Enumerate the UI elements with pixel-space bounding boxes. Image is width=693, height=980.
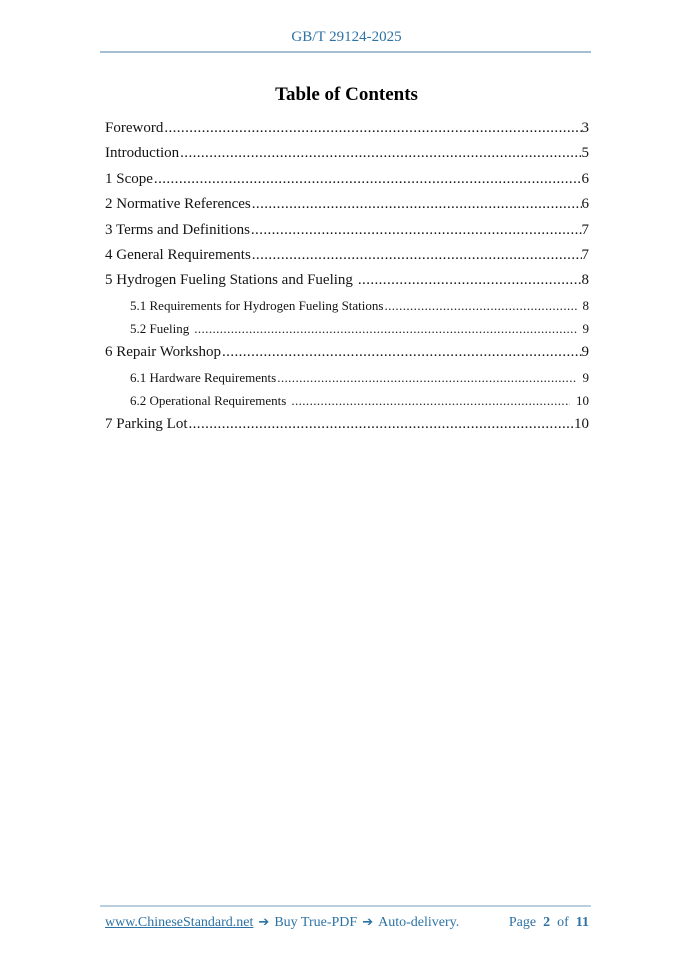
toc-entry[interactable] — [105, 343, 589, 368]
toc-entry[interactable] — [105, 119, 589, 144]
toc-entry[interactable] — [105, 221, 589, 246]
total-page-number: 11 — [575, 915, 589, 930]
toc-entry-label: Introduction — [105, 145, 180, 162]
toc-dot-leader — [189, 320, 576, 337]
of-word: of — [557, 915, 569, 930]
toc-entry-page: 8 — [582, 297, 589, 313]
toc-entry[interactable] — [105, 271, 589, 296]
toc-dot-leader — [250, 221, 582, 240]
toc-entry-page: 9 — [581, 344, 589, 361]
toc-dot-leader — [179, 144, 581, 163]
toc-entry-page: 9 — [582, 320, 589, 336]
toc-entry[interactable] — [105, 392, 589, 415]
toc-entry[interactable] — [105, 320, 589, 343]
table-of-contents — [105, 119, 589, 440]
toc-entry[interactable] — [105, 170, 589, 195]
toc-dot-leader — [251, 195, 582, 214]
toc-entry-label: 6 Repair Workshop — [105, 344, 222, 361]
toc-entry-page: 8 — [581, 272, 589, 289]
footer-step-buy: Buy True-PDF — [274, 915, 358, 930]
toc-entry-label: 5 Hydrogen Fueling Stations and Fueling — [105, 272, 353, 289]
toc-entry-label: 6.1 Hardware Requirements — [130, 369, 277, 385]
header-standard-code: GB/T 29124-2025 — [291, 29, 402, 45]
toc-entry-label: 1 Scope — [105, 170, 153, 187]
current-page-number: 2 — [543, 915, 551, 930]
toc-dot-leader — [188, 415, 575, 434]
toc-entry[interactable] — [105, 415, 589, 440]
footer — [105, 915, 589, 931]
toc-entry-page: 10 — [576, 392, 589, 408]
footer-step-delivery: Auto-delivery. — [378, 915, 460, 930]
toc-dot-leader — [153, 170, 582, 189]
toc-entry-page: 6 — [581, 196, 589, 213]
toc-dot-leader — [251, 246, 582, 265]
toc-entry-page: 5 — [581, 145, 589, 162]
toc-dot-leader — [353, 271, 582, 290]
right-arrow-icon: ➔ — [362, 915, 374, 930]
toc-dot-leader — [383, 297, 576, 314]
toc-entry[interactable] — [105, 297, 589, 320]
header-divider — [100, 51, 591, 53]
page-word: Page — [508, 915, 537, 930]
toc-entry-label: Foreword — [105, 120, 164, 136]
footer-promo-line — [105, 915, 459, 931]
toc-entry-page: 7 — [581, 246, 589, 263]
toc-entry-label: 4 General Requirements — [105, 246, 251, 263]
toc-entry-page: 7 — [581, 221, 589, 238]
toc-entry[interactable] — [105, 246, 589, 271]
toc-entry-page: 3 — [581, 120, 589, 136]
toc-entry[interactable] — [105, 369, 589, 392]
toc-entry-label: 2 Normative References — [105, 196, 251, 213]
footer-divider — [100, 905, 591, 907]
right-arrow-icon: ➔ — [258, 915, 270, 930]
toc-entry[interactable] — [105, 195, 589, 220]
toc-dot-leader — [276, 369, 576, 386]
toc-entry-page: 9 — [582, 369, 589, 385]
toc-dot-leader — [286, 392, 570, 409]
website-link[interactable]: www.ChineseStandard.net — [105, 915, 254, 930]
toc-entry-label: 6.2 Operational Requirements — [130, 392, 287, 408]
toc-entry-label: 5.2 Fueling — [130, 320, 190, 336]
page-indicator — [509, 915, 589, 931]
toc-entry-label: 5.1 Requirements for Hydrogen Fueling Stations — [130, 297, 384, 313]
page-title: Table of Contents — [275, 84, 418, 105]
toc-dot-leader — [163, 119, 581, 138]
toc-entry-page: 10 — [574, 415, 589, 432]
toc-entry[interactable] — [105, 144, 589, 169]
toc-dot-leader — [221, 343, 581, 362]
toc-entry-label: 7 Parking Lot — [105, 415, 188, 432]
toc-entry-label: 3 Terms and Definitions — [105, 221, 250, 238]
toc-entry-page: 6 — [581, 170, 589, 187]
